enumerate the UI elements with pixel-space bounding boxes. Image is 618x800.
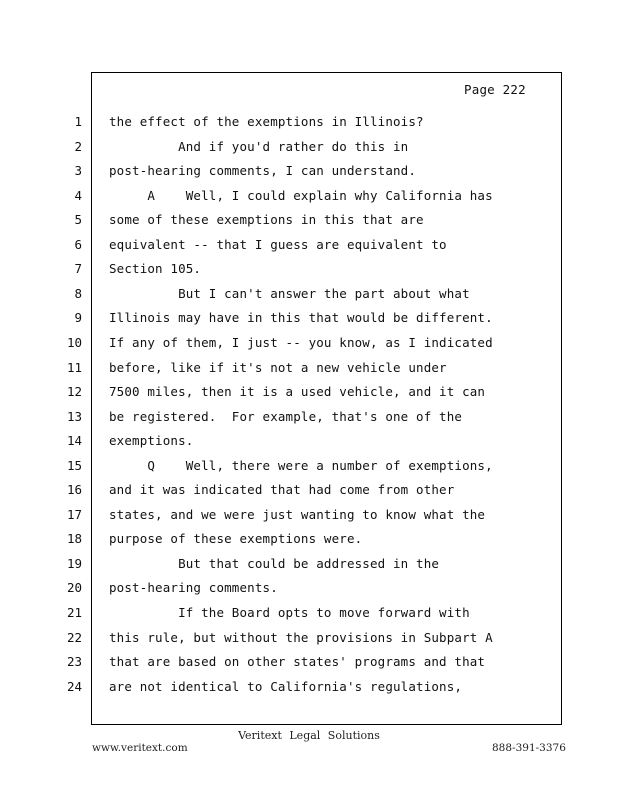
transcript-line: If the Board opts to move forward with bbox=[109, 605, 470, 620]
line-number: 22 bbox=[66, 630, 82, 645]
transcript-line: this rule, but without the provisions in Subpart A bbox=[109, 630, 493, 645]
transcript-line: Section 105. bbox=[109, 261, 202, 276]
line-number: 15 bbox=[66, 458, 82, 473]
page-number: Page 222 bbox=[464, 82, 526, 97]
line-number: 2 bbox=[74, 139, 82, 154]
transcript-line: 7500 miles, then it is a used vehicle, and it can bbox=[109, 384, 486, 399]
line-number: 7 bbox=[74, 261, 82, 276]
transcript-line: post-hearing comments, I can understand. bbox=[109, 163, 417, 178]
transcript-line: states, and we were just wanting to know what the bbox=[109, 507, 486, 522]
transcript-line: that are based on other states' programs and that bbox=[109, 654, 486, 669]
transcript-line: And if you'd rather do this in bbox=[109, 139, 409, 154]
line-number: 21 bbox=[66, 605, 82, 620]
transcript-line: are not identical to California's regulations, bbox=[109, 679, 463, 694]
line-number: 11 bbox=[66, 360, 82, 375]
line-number: 5 bbox=[74, 212, 82, 227]
transcript-line: But I can't answer the part about what bbox=[109, 286, 470, 301]
line-number: 4 bbox=[74, 188, 82, 203]
line-number: 1 bbox=[74, 114, 82, 129]
line-number: 13 bbox=[66, 409, 82, 424]
line-number: 20 bbox=[66, 580, 82, 595]
transcript-line: Q Well, there were a number of exemptions, bbox=[109, 458, 493, 473]
transcript-line: equivalent -- that I guess are equivalent to bbox=[109, 237, 447, 252]
line-number: 12 bbox=[66, 384, 82, 399]
transcript-line: If any of them, I just -- you know, as I indicated bbox=[109, 335, 493, 350]
transcript-line: be registered. For example, that's one of the bbox=[109, 409, 463, 424]
line-number: 24 bbox=[66, 679, 82, 694]
transcript-line: exemptions. bbox=[109, 433, 194, 448]
footer-phone: 888-391-3376 bbox=[492, 742, 566, 754]
line-number: 14 bbox=[66, 433, 82, 448]
transcript-line: before, like if it's not a new vehicle under bbox=[109, 360, 447, 375]
transcript-line: purpose of these exemptions were. bbox=[109, 531, 363, 546]
line-number: 3 bbox=[74, 163, 82, 178]
transcript-line: post-hearing comments. bbox=[109, 580, 278, 595]
footer-website: www.veritext.com bbox=[92, 742, 188, 754]
transcript-line: the effect of the exemptions in Illinois? bbox=[109, 114, 424, 129]
line-number: 9 bbox=[74, 310, 82, 325]
line-number: 10 bbox=[66, 335, 82, 350]
line-number: 8 bbox=[74, 286, 82, 301]
line-number: 19 bbox=[66, 556, 82, 571]
line-number: 16 bbox=[66, 482, 82, 497]
transcript-line: Illinois may have in this that would be different. bbox=[109, 310, 493, 325]
transcript-line: and it was indicated that had come from other bbox=[109, 482, 455, 497]
transcript-line: A Well, I could explain why California has bbox=[109, 188, 493, 203]
line-number: 18 bbox=[66, 531, 82, 546]
footer-company: Veritext Legal Solutions bbox=[238, 729, 380, 742]
line-number: 23 bbox=[66, 654, 82, 669]
transcript-line: some of these exemptions in this that are bbox=[109, 212, 424, 227]
line-number: 17 bbox=[66, 507, 82, 522]
transcript-line: But that could be addressed in the bbox=[109, 556, 440, 571]
line-number: 6 bbox=[74, 237, 82, 252]
